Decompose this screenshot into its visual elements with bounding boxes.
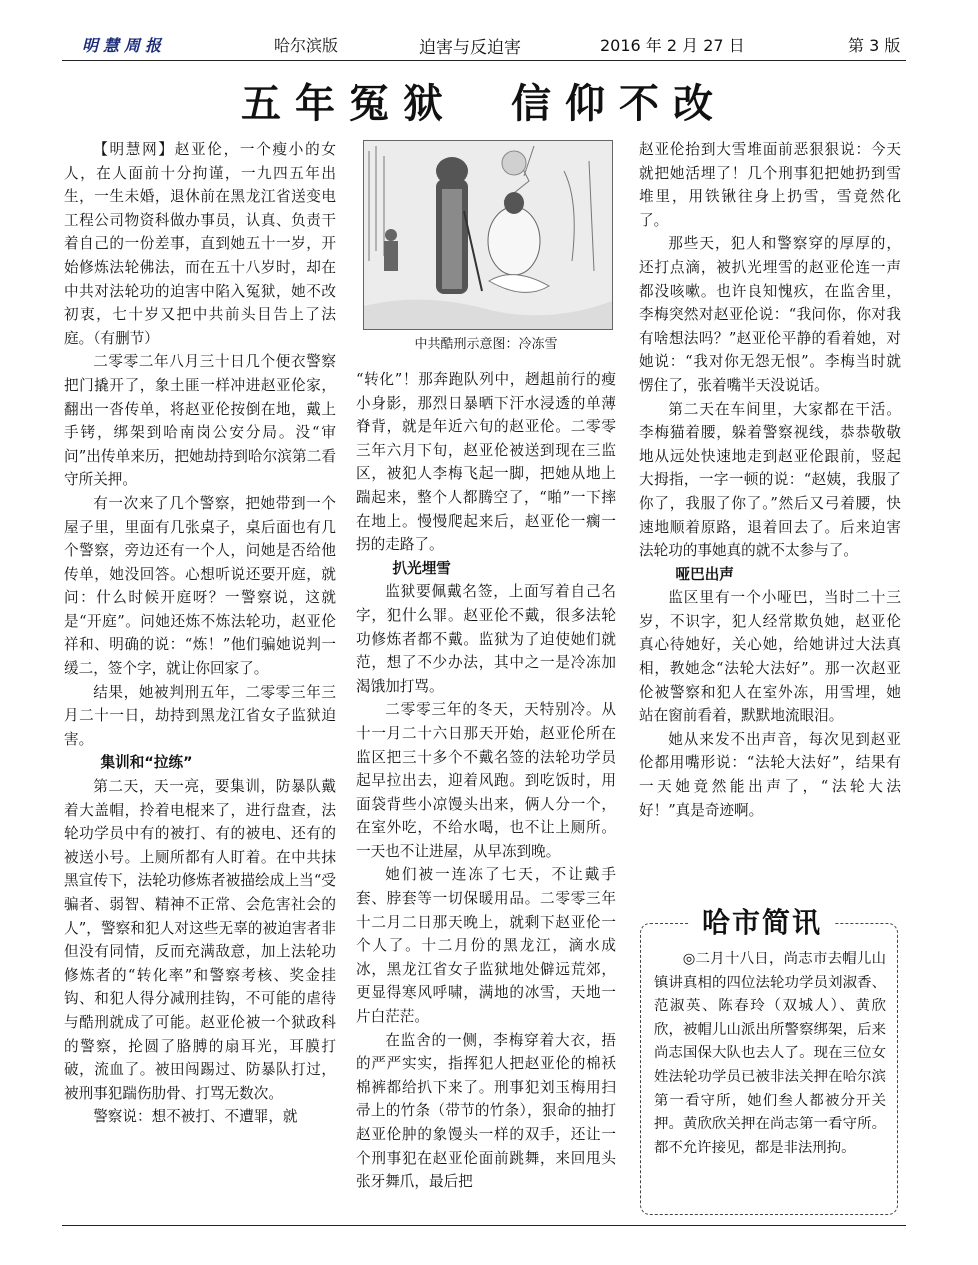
article-title: 五年冤狱 信仰不改: [241, 80, 727, 127]
paragraph: 监区里有一个小哑巴，当时二十三岁，不识字，犯人经常欺负她，赵亚伦真心待她好，关心她，给她讲过大法真相，教她念“法轮大法好”。那一次赵亚伦被警察和犯人在室外冻，用雪埋，她站在窗前看着，默默地流眼泪。: [639, 589, 901, 725]
edition-label: 哈尔滨版: [274, 36, 339, 55]
paragraph: 在监舍的一侧，李梅穿着大衣，捂的严严实实，指挥犯人把赵亚伦的棉袄棉裤都给扒下来了。刑事犯刘玉梅用扫帚上的竹条（带节的竹条），狠命的抽打赵亚伦肿的象馒头一样的双手，还让一个刑事犯在赵亚伦面前跳舞，来回甩头张牙舞爪，最后把: [356, 1031, 616, 1191]
paragraph: 警察说：想不被打、不遭罪，就: [93, 1108, 298, 1126]
paragraph: 结果，她被判刑五年，二零零三年三月二十一日，劫持到黑龙江省女子监狱迫害。: [64, 683, 336, 748]
issue-date: 2016 年 2 月 27 日: [600, 36, 745, 55]
paragraph: 她们被一连冻了七天，不让戴手套、脖套等一切保暖用品。二零零三年十二月二日那天晚上，就剩下赵亚伦一个人了。十二月份的黑龙江，滴水成冰，黑龙江省女子监狱地处僻远荒郊，更显得寒风呼啸，满地的冰雪，天地一片白茫茫。: [356, 866, 616, 1026]
subheading: 哑巴出声: [675, 565, 734, 583]
subheading: 集训和“拉练”: [100, 754, 193, 772]
illustration-drawing: [364, 141, 612, 329]
paragraph: 那些天，犯人和警察穿的厚厚的，还打点滴，被扒光埋雪的赵亚伦连一声都没咳嗽。也许良知愧疚，在监舍里，李梅突然对赵亚伦说：“我问你，你对我有啥想法吗？”赵亚伦平静的看着她，对她说：“我对你无怨无恨”。李梅当时就愣住了，张着嘴半天没说话。: [639, 235, 901, 394]
paragraph: “转化”！那奔跑队列中，趔趄前行的瘦小身影，那烈日暴晒下汗水浸透的单薄脊背，就是年近六旬的赵亚伦。二零零三年六月下旬，赵亚伦被送到现在三监区，被犯人李梅飞起一脚，把她从地上踹起来，整个人都腾空了，“啪”一下摔在地上。慢慢爬起来后，赵亚伦一瘸一拐的走路了。: [356, 371, 616, 554]
paragraph: 监狱要佩戴名签，上面写着自己名字，犯什么罪。赵亚伦不戴，很多法轮功修炼者都不戴。监狱为了迫使她们就范，想了不少办法，其中之一是冷冻加渴饿加打骂。: [356, 583, 616, 695]
illustration-caption: 中共酷刑示意图：冷冻雪: [414, 337, 558, 352]
article-column-2: [356, 368, 616, 1194]
paragraph: 二零零三年的冬天，天特别冷。从十一月二十六日那天开始，赵亚伦所在监区把三十多个不戴名签的法轮功学员起早拉出去，迎着风跑。到吃饭时，用面袋背些小凉馒头出来，俩人分一个，在室外吃，不给水喝，也不让上厕所。一天也不让进屋，从早冻到晚。: [356, 701, 616, 860]
paragraph: 她从来发不出声音，每次见到赵亚伦都用嘴形说：“法轮大法好”，结果有一天她竟然能出声了，“法轮大法好！”真是奇迹啊。: [639, 730, 901, 819]
subheading: 扒光埋雪: [392, 559, 451, 577]
paragraph: 二零零二年八月三十日几个便衣警察把门撬开了，象土匪一样冲进赵亚伦家，翻出一沓传单，将赵亚伦按倒在地，戴上手铐，绑架到哈南岗公安分局。没“审问”出传单来历，把她劫持到哈尔滨第二看守所关押。: [64, 353, 336, 489]
newspaper-name: 明慧周报: [82, 36, 167, 55]
news-brief-box: [640, 906, 898, 1214]
news-box-body: [654, 948, 886, 1160]
article-column-3: [639, 138, 901, 822]
paragraph: 【明慧网】赵亚伦，一个瘦小的女人，在人面前十分拘谨，一九四五年出生，一生未婚，退休前在黑龙江省送变电工程公司物资科做办事员，认真、负责干着自己的一份差事，直到她五十一岁，开始修炼法轮佛法，而在五十八岁时，却在中共对法轮功的迫害中陷入冤狱，她不改初衷，七十岁又把中共前头目告上了法庭。（有删节）: [64, 141, 336, 347]
header-rule: [62, 60, 906, 61]
paragraph: 有一次来了几个警察，把她带到一个屋子里，里面有几张桌子，桌后面也有几个警察，旁边还有一个人，问她是否给他传单，她没回答。心想听说还要开庭，就问：什么时候开庭呀？一警察说，这就是“开庭”。问她还炼不炼法轮功，赵亚伦祥和、明确的说：“炼！”他们骗她说判一缓二，签个字，就让你回家了。: [64, 494, 336, 678]
news-box-title: 哈市简讯: [690, 906, 834, 940]
paragraph: 第二天在车间里，大家都在干活。李梅猫着腰，躲着警察视线，恭恭敬敬地从远处快速地走到赵亚伦跟前，竖起大拇指，一字一顿的说：“赵姨，我服了你了，我服了你了。”然后又弓着腰，快速地顺着原路，退着回去了。后来迫害法轮功的事她真的就不太参与了。: [639, 400, 901, 560]
paragraph: 赵亚伦抬到大雪堆面前恶狠狠说：今天就把她活埋了！几个刑事犯把她扔到雪堆里，用铁锹往身上扔雪，雪竟然化了。: [639, 141, 901, 229]
paragraph: 第二天，天一亮，要集训，防暴队戴着大盖帽，拎着电棍来了，进行盘查，法轮功学员中有的被打、有的被电、还有的被送小号。上厕所都有人盯着。在中共抹黑宣传下，法轮功修炼者被描绘成上当“受骗者、弱智、精神不正常、会危害社会的人”，警察和犯人对这些无辜的被迫害者非但没有同情，反而充满敌意，加上法轮功修炼者的“转化率”和警察考核、奖金挂钩、和犯人得分减刑挂钩，不可能的虐待与酷刑就成了可能。赵亚伦被一个狱政科的警察，抡圆了胳膊的扇耳光，耳膜打破，流血了。被田闯踢过、防暴队打过，被刑事犯踹伤肋骨、打骂无数次。: [64, 778, 336, 1102]
paragraph: ◎二月十八日，尚志市去帽儿山镇讲真相的四位法轮功学员刘淑香、范淑英、陈春玲（双城人）、黄欣欣，被帽儿山派出所警察绑架，后来尚志国保大队也去人了。现在三位女姓法轮功学员已被非法关押在哈尔滨第一看守所，她们叁人都被分开关押。黄欣欣关押在尚志第一看守所。都不允许接见，都是非法刑拘。: [654, 951, 886, 1156]
section-label: 迫害与反迫害: [419, 38, 521, 58]
page-number: 第 3 版: [848, 36, 901, 55]
footer-rule: [62, 1225, 906, 1226]
torture-illustration: [363, 140, 613, 330]
page-header: [62, 33, 906, 59]
article-column-1: [64, 138, 336, 1129]
